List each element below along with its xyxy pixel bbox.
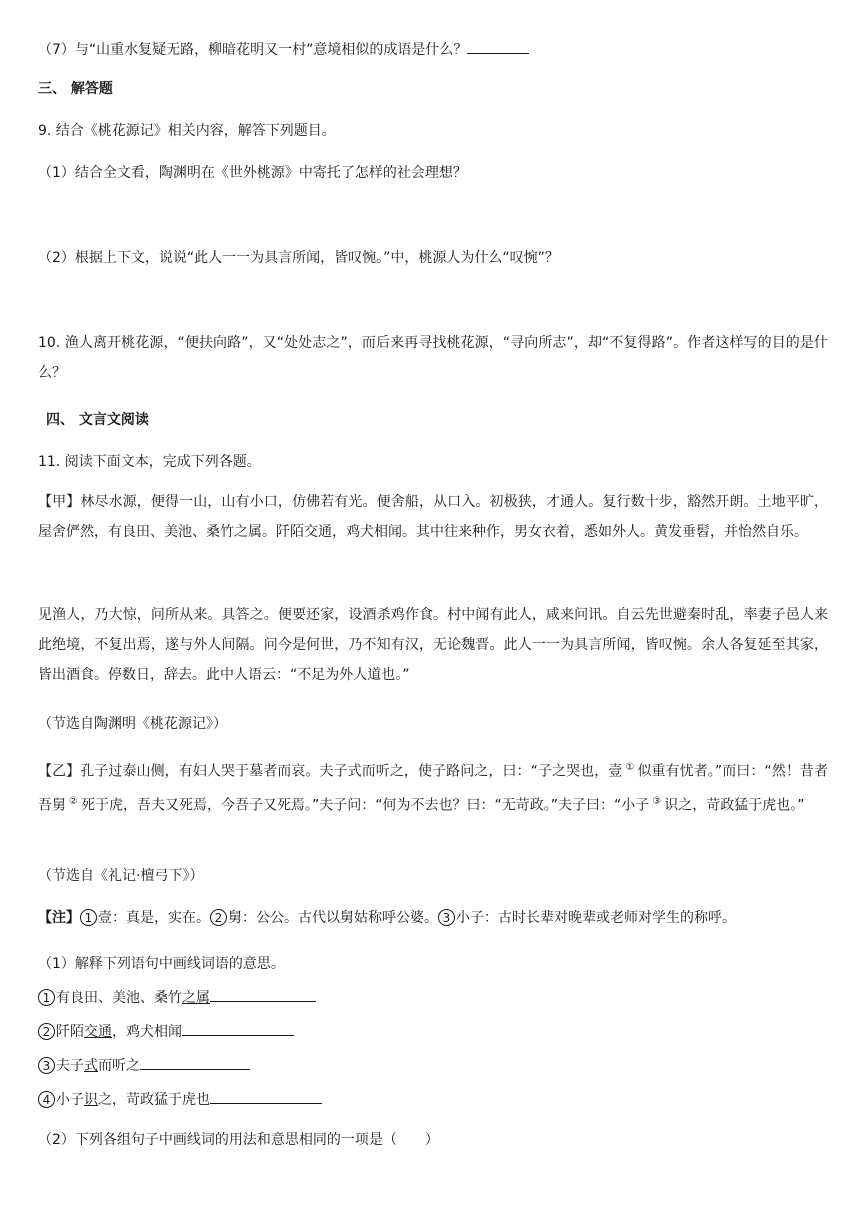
circled-number-icon: 3 bbox=[38, 1057, 55, 1074]
answer-blank[interactable] bbox=[210, 986, 316, 1002]
question-11-sub-2: （2）下列各组句子中画线词的用法和意思相同的一项是（ ） bbox=[38, 1132, 439, 1148]
passage-yi bbox=[38, 753, 828, 820]
question-9-stem: 9. 结合《桃花源记》相关内容，解答下列题目。 bbox=[38, 123, 336, 139]
vocab-item-1 bbox=[38, 986, 316, 1008]
question-11-stem: 11. 阅读下面文本，完成下列各题。 bbox=[38, 454, 261, 470]
passage-jia-paragraph-1: 【甲】林尽水源，便得一山，山有小口，仿佛若有光。便舍船，从口入。初极狭，才通人。复行数十步，豁然开朗。土地平旷，屋舍俨然，有良田、美池、桑竹之属。阡陌交通，鸡犬相闻。其中往来种作，男女衣着，悉如外人。黄发垂髫，并怡然自乐。 bbox=[38, 494, 828, 540]
vocab-text: 有良田、美池、桑竹 bbox=[56, 990, 182, 1006]
vocab-item-2 bbox=[38, 1020, 294, 1042]
circled-number-icon: 2 bbox=[210, 909, 227, 926]
question-7 bbox=[38, 38, 529, 60]
answer-blank[interactable] bbox=[182, 1020, 294, 1036]
vocab-item-4 bbox=[38, 1088, 322, 1110]
note-item: 小子：古时长辈对晚辈或老师对学生的称呼。 bbox=[456, 910, 736, 926]
question-11-sub-1: （1）解释下列语句中画线词语的意思。 bbox=[38, 956, 285, 972]
circled-number-icon: 2 bbox=[38, 1023, 55, 1040]
vocab-text: 而听之 bbox=[98, 1058, 140, 1074]
vocab-text: 之，苛政猛于虎也 bbox=[98, 1092, 210, 1108]
note-label: 【注】 bbox=[38, 910, 80, 926]
passage-yi-text: 【乙】孔子过泰山侧，有妇人哭于墓者而哀。夫子式而听之，使子路问之，曰：“子之哭也，壹 bbox=[38, 763, 623, 780]
vocab-text: 夫子 bbox=[56, 1058, 84, 1074]
annotation-notes bbox=[38, 908, 736, 928]
underlined-word: 交通 bbox=[84, 1024, 112, 1040]
passage-yi-text: 死于虎，吾夫又死焉，今吾子又死焉。”夫子问：“何为不去也？曰：“无苛政。”夫子曰：“小子 bbox=[80, 797, 650, 814]
note-item: 舅：公公。古代以舅姑称呼公婆。 bbox=[228, 910, 438, 926]
note-item: 壹：真是，实在。 bbox=[98, 910, 210, 926]
footnote-marker-1: ① bbox=[625, 762, 635, 773]
question-9-sub-1: （1）结合全文看，陶渊明在《世外桃源》中寄托了怎样的社会理想？ bbox=[38, 165, 467, 181]
circled-number-icon: 3 bbox=[438, 909, 455, 926]
circled-number-icon: 1 bbox=[80, 909, 97, 926]
passage-yi-text: 似重有忧者。”而曰：“然！昔者吾舅 bbox=[38, 763, 828, 814]
answer-blank[interactable] bbox=[140, 1054, 250, 1070]
footnote-marker-2: ② bbox=[69, 795, 78, 807]
passage-yi-text: 识之，苛政猛于虎也。” bbox=[664, 797, 805, 814]
footnote-marker-3: ③ bbox=[652, 795, 662, 807]
section-4-heading: 四、 文言文阅读 bbox=[46, 412, 149, 428]
question-10: 10. 渔人离开桃花源，“便扶向路”，又“处处志之”，而后来再寻找桃花源，“寻向所志”，却“不复得路”。作者这样写的目的是什么？ bbox=[38, 335, 828, 381]
vocab-text: 阡陌 bbox=[56, 1024, 84, 1040]
underlined-word: 式 bbox=[84, 1058, 98, 1074]
answer-blank[interactable] bbox=[467, 38, 529, 54]
answer-blank[interactable] bbox=[210, 1088, 322, 1104]
question-7-text: （7）与“山重水复疑无路，柳暗花明又一村”意境相似的成语是什么？ bbox=[38, 42, 468, 58]
passage-yi-source: （节选自《礼记·檀弓下》） bbox=[38, 868, 204, 884]
underlined-word: 识 bbox=[84, 1092, 98, 1108]
underlined-word: 之属 bbox=[182, 990, 210, 1006]
vocab-text: 小子 bbox=[56, 1092, 84, 1108]
passage-jia-paragraph-2: 见渔人，乃大惊，问所从来。具答之。便要还家，设酒杀鸡作食。村中闻有此人，咸来问讯。自云先世避秦时乱，率妻子邑人来此绝境，不复出焉，遂与外人间隔。问今是何世，乃不知有汉，无论魏晋。此人一一为具言所闻，皆叹惋。余人各复延至其家，皆出酒食。停数日，辞去。此中人语云：“不足为外人道也。” bbox=[38, 607, 828, 683]
passage-jia-source: （节选自陶渊明《桃花源记》） bbox=[38, 716, 227, 732]
question-9-sub-2: （2）根据上下文，说说“此人一一为具言所闻，皆叹惋。”中，桃源人为什么“叹惋”？ bbox=[38, 250, 559, 266]
section-3-heading: 三、 解答题 bbox=[38, 81, 113, 97]
vocab-item-3 bbox=[38, 1054, 250, 1076]
circled-number-icon: 1 bbox=[38, 989, 55, 1006]
vocab-text: ，鸡犬相闻 bbox=[112, 1024, 182, 1040]
circled-number-icon: 4 bbox=[38, 1091, 55, 1108]
